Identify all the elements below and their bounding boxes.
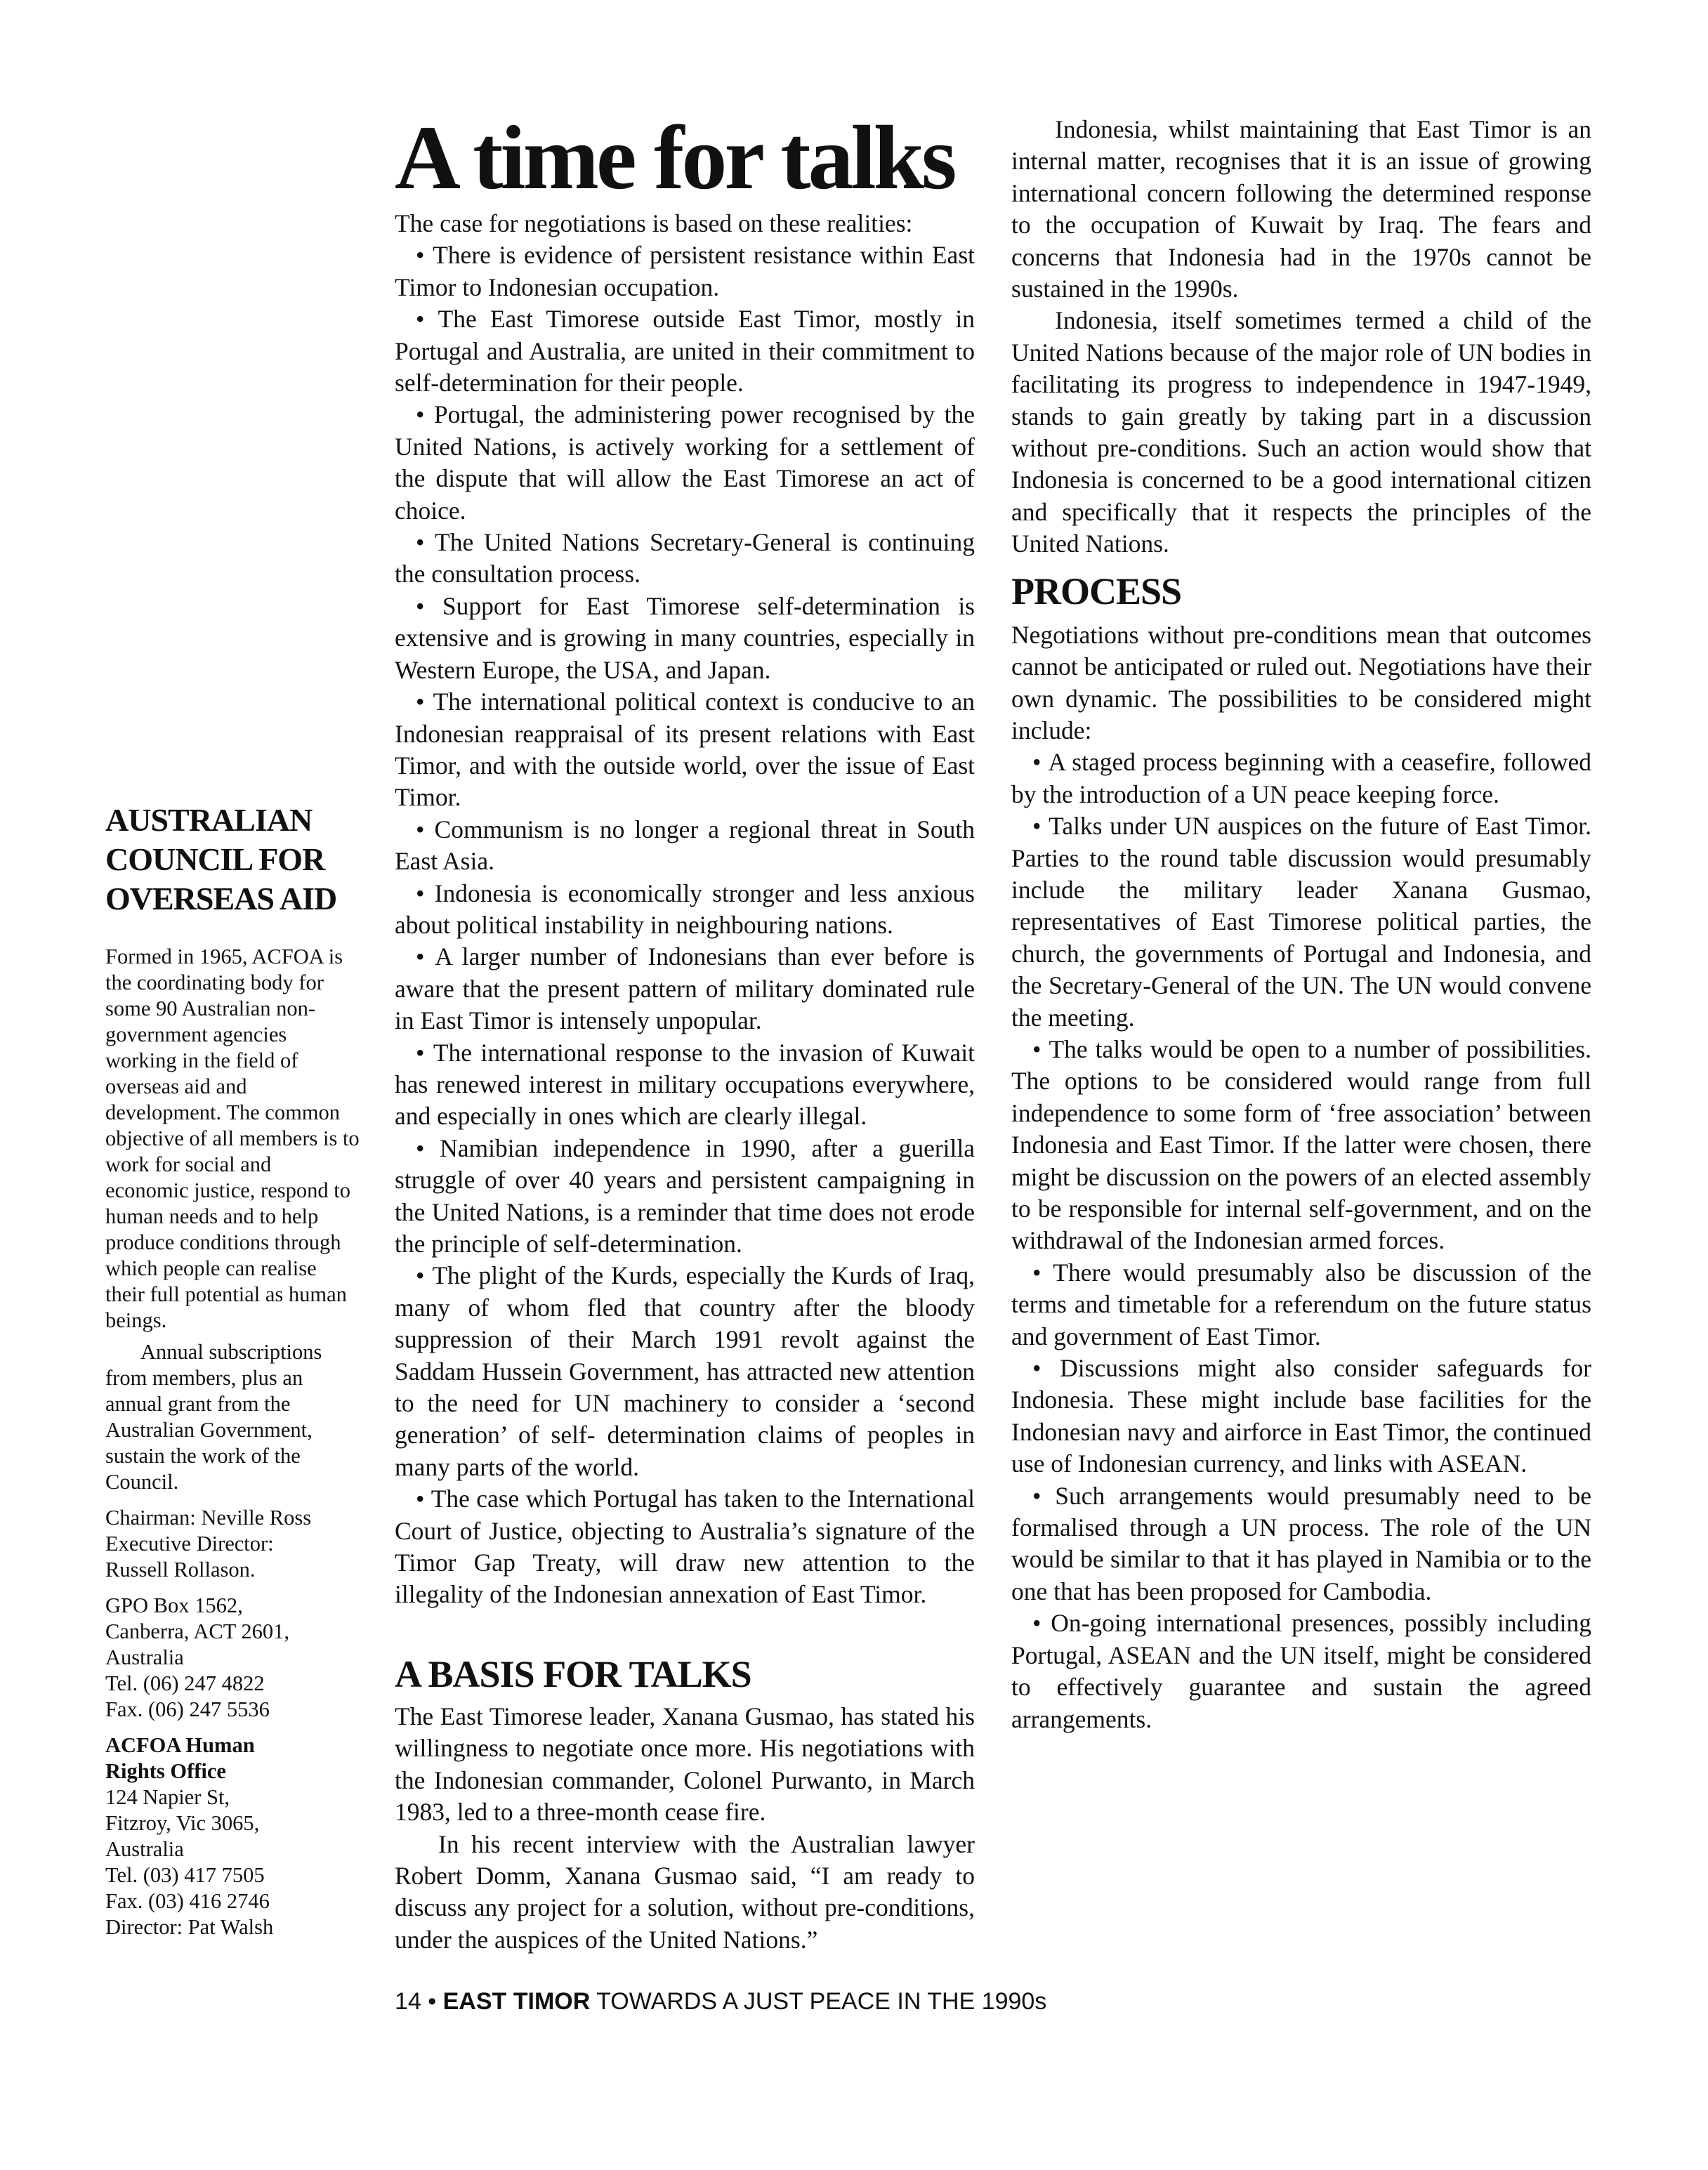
sidebar-about: Formed in 1965, ACFOA is the coordinating body for some 90 Australian non-government agencies working in the field of overseas aid and development. The common objective of all members is to work for social and economic justice, respond to human needs and to help produce conditions through which people can realise their full potential as human beings.: [105, 945, 360, 1332]
publication-subtitle: TOWARDS A JUST PEACE IN THE 1990s: [596, 1988, 1047, 2015]
reality-item: • Indonesia is economically stronger and less anxious about political instability in neighbouring nations.: [395, 878, 975, 942]
article-title: A time for talks: [395, 107, 954, 209]
office-address-line: Director: Pat Walsh: [105, 1915, 274, 1939]
reality-item: • Communism is no longer a regional threat in South East Asia.: [395, 814, 975, 878]
contact-line: Chairman: Neville Ross: [105, 1506, 312, 1530]
office-name-line: ACFOA Human: [105, 1733, 255, 1757]
reality-item: • The United Nations Secretary-General is continuing the consultation process.: [395, 527, 975, 591]
process-item: • Such arrangements would presumably need to be formalised through a UN process. The role of the UN would be similar to that it has played in Namibia or to the one that has been proposed for Cambodia.: [1011, 1480, 1591, 1608]
office-address-line: Tel. (03) 417 7505: [105, 1863, 265, 1887]
section-heading-basis: A BASIS FOR TALKS: [395, 1652, 751, 1695]
reality-item: • The international political context is conducive to an Indonesian reappraisal of its present relations with East Timor, and with the outside world, over the issue of East Timor.: [395, 686, 975, 814]
process-item: • The talks would be open to a number of possibilities. The options to be considered would range from full independence to some form of ‘free association’ between Indonesia and East Timor. If the latter were chosen, there might be discussion on the powers of an elected assembly to be responsible for internal self-government, and on the withdrawal of the Indonesian armed forces.: [1011, 1034, 1591, 1257]
address-line: Australia: [105, 1645, 184, 1669]
sidebar-contacts: [105, 1505, 360, 1583]
reality-item: • The case which Portugal has taken to the International Court of Justice, objecting to Australia’s signature of the Timor Gap Treaty, will draw new attention to the illegality of the Indonesian annexation of East Timor.: [395, 1483, 975, 1611]
basis-paragraph: The East Timorese leader, Xanana Gusmao, has stated his willingness to negotiate once more. His negotiations with the Indonesian commander, Colonel Purwanto, in March 1983, led to a three-month cease fire.: [395, 1702, 975, 1827]
publication-name: EAST TIMOR: [442, 1988, 591, 2015]
address-line: GPO Box 1562,: [105, 1593, 243, 1617]
sidebar-heading: [105, 801, 360, 919]
sidebar-heading-line: OVERSEAS AID: [105, 881, 337, 916]
process-item: • Talks under UN auspices on the future of East Timor. Parties to the round table discussion would presumably include the military leader Xanana Gusmao, representatives of East Timorese political parties, the church, the governments of Portugal and Indonesia, and the Secretary-General of the UN. The UN would convene the meeting.: [1011, 810, 1591, 1034]
process-item: • A staged process beginning with a ceasefire, followed by the introduction of a UN peace keeping force.: [1011, 747, 1591, 810]
realities-intro: The case for negotiations is based on these realities:: [395, 209, 913, 237]
sidebar-heading-line: AUSTRALIAN: [105, 802, 313, 838]
sidebar-funding: Annual subscriptions from members, plus an annual grant from the Australian Government, sustain the work of the Council.: [105, 1340, 322, 1494]
article-body-middle: [395, 208, 975, 1956]
process-item: • There would presumably also be discussion of the terms and timetable for a referendum on the future status and government of East Timor.: [1011, 1257, 1591, 1353]
address-line: Canberra, ACT 2601,: [105, 1619, 290, 1643]
office-name-line: Rights Office: [105, 1759, 226, 1783]
page-number: 14 •: [395, 1988, 437, 2015]
process-item: • Discussions might also consider safeguards for Indonesia. These might include base facilities for the Indonesian navy and airforce in East Timor, the continued use of Indonesian currency, and links with ASEAN.: [1011, 1353, 1591, 1480]
reality-item: • Support for East Timorese self-determination is extensive and is growing in many countries, especially in Western Europe, the USA, and Japan.: [395, 591, 975, 686]
sidebar-heading-line: COUNCIL FOR: [105, 841, 325, 877]
office-address-line: 124 Napier St,: [105, 1785, 230, 1809]
process-item: • On-going international presences, possibly including Portugal, ASEAN and the UN itself, might be considered to effectively guarantee and sustain the agreed arrangements.: [1011, 1607, 1591, 1735]
sidebar-address: [105, 1593, 360, 1723]
page-footer: [395, 1987, 1046, 2016]
article-column-right: [1011, 114, 1591, 1735]
office-address-line: Fax. (03) 416 2746: [105, 1889, 270, 1913]
reality-item: • A larger number of Indonesians than ever before is aware that the present pattern of military dominated rule in East Timor is intensely unpopular.: [395, 941, 975, 1037]
address-line: Tel. (06) 247 4822: [105, 1671, 265, 1695]
reality-item: • Namibian independence in 1990, after a guerilla struggle of over 40 years and persistent campaigning in the United Nations, is a reminder that time does not erode the principle of self-determination.: [395, 1133, 975, 1261]
office-address-line: Fitzroy, Vic 3065,: [105, 1811, 260, 1835]
section-heading-process: PROCESS: [1011, 570, 1182, 612]
contact-line: Executive Director:: [105, 1532, 274, 1556]
contact-line: Russell Rollason.: [105, 1558, 256, 1582]
reality-item: • The plight of the Kurds, especially the Kurds of Iraq, many of whom fled that country after the bloody suppression of their March 1991 revolt against the Saddam Hussein Government, has attracted new attention to the need for UN machinery to consider a ‘second generation’ of self- determination claims of peoples in many parts of the world.: [395, 1260, 975, 1483]
reality-item: • There is evidence of persistent resistance within East Timor to Indonesian occupation.: [395, 239, 975, 303]
basis-paragraph: In his recent interview with the Australian lawyer Robert Domm, Xanana Gusmao said, “I am ready to discuss any project for a solution, without pre-conditions, under the auspices of the United Nations.”: [395, 1829, 975, 1954]
basis-paragraph: Indonesia, itself sometimes termed a child of the United Nations because of the major role of UN bodies in facilitating its progress to independence in 1947-1949, stands to gain greatly by taking part in a discussion without pre-conditions. Such an action would show that Indonesia is concerned to be a good international citizen and specifically that it respects the principles of the United Nations.: [1011, 306, 1591, 558]
sidebar-office: [105, 1732, 360, 1940]
process-intro: Negotiations without pre-conditions mean that outcomes cannot be anticipated or ruled out. Negotiations have their own dynamic. The possibilities to be considered might include:: [1011, 620, 1591, 744]
sidebar-acfoa: [105, 801, 360, 1940]
basis-paragraph: Indonesia, whilst maintaining that East Timor is an internal matter, recognises that it is an issue of growing international concern following the determined response to the occupation of Kuwait by Iraq. The fears and concerns that Indonesia had in the 1970s cannot be sustained in the 1990s.: [1011, 115, 1591, 303]
address-line: Fax. (06) 247 5536: [105, 1697, 270, 1721]
reality-item: • The East Timorese outside East Timor, mostly in Portugal and Australia, are united in their commitment to self-determination for their people.: [395, 303, 975, 399]
office-address-line: Australia: [105, 1837, 184, 1861]
article-body-right: [1011, 114, 1591, 1735]
reality-item: • The international response to the invasion of Kuwait has renewed interest in military occupations everywhere, and especially in ones which are clearly illegal.: [395, 1037, 975, 1133]
reality-item: • Portugal, the administering power recognised by the United Nations, is actively working for a settlement of the dispute that will allow the East Timorese an act of choice.: [395, 399, 975, 527]
